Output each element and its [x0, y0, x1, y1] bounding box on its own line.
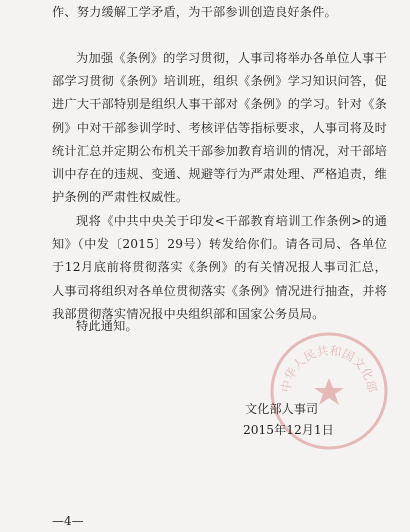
signature-date: 2015年12月1日 — [243, 423, 334, 437]
paragraph-study-measures: 为加强《条例》的学习贯彻，人事司将举办各单位人事干部学习贯彻《条例》培训班，组织《条例》学习知识问答，促进广大干部特别是组织人事干部对《条例》的学习。针对《条例》中对干部参训学时、考核评估等指标要求，人事司将及时统计汇总并定期公布机关干部参加教育培训的情况，对干部培训中存在的违规、变通、规避等行为严肃处理、严格追责，维护条例的严肃性权威性。 — [52, 51, 387, 205]
signature-organization: 文化部人事司 — [245, 402, 319, 416]
paragraph-continuation: 作、努力缓解工学矛盾，为干部参训创造良好条件。 — [52, 5, 337, 19]
page-number: —4— — [52, 514, 84, 528]
paragraph-forwarding-notice: 现将《中共中央关于印发<干部教育培训工作条例>的通知》（中发〔2015〕29号）转发给你们。请各司局、各单位于12月底前将贯彻落实《条例》的有关情况报人事司汇总，人事司将组织对各单位贯彻落实《条例》情况进行抽查，并将我部贯彻落实情况报中央组织部和国家公务员局。 — [52, 214, 387, 321]
paragraph-closing: 特此通知。 — [76, 319, 138, 333]
svg-text:中华人民共和国文化部: 中华人民共和国文化部 — [278, 343, 380, 394]
